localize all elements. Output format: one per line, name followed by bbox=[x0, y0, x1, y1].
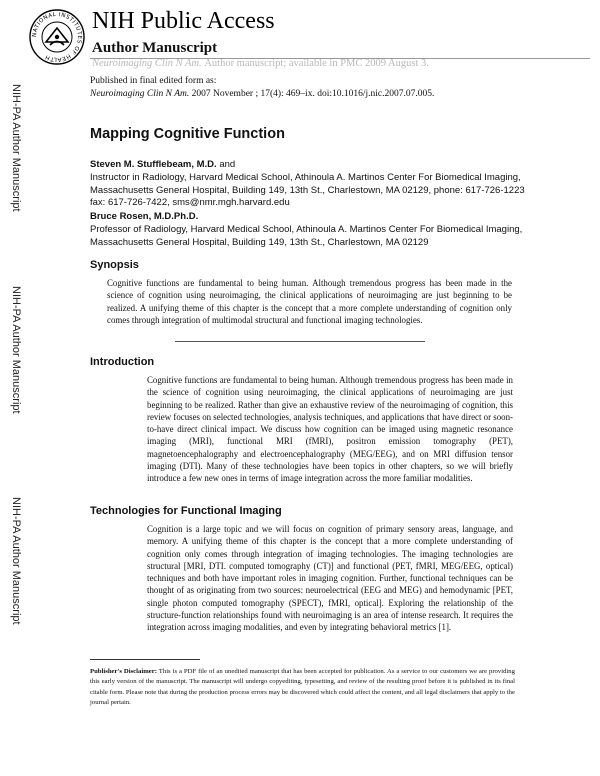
author-2-name: Bruce Rosen, M.D.Ph.D. bbox=[90, 211, 199, 222]
synopsis-rule bbox=[175, 341, 425, 342]
article-title: Mapping Cognitive Function bbox=[90, 126, 285, 142]
publisher-disclaimer bbox=[90, 667, 515, 708]
citation-details: 2007 November ; 17(4): 469–ix. doi:10.1016/j.nic.2007.07.005. bbox=[191, 89, 435, 99]
header-subtitle: Author Manuscript bbox=[92, 40, 218, 56]
availability-line bbox=[92, 58, 429, 69]
author-1-suffix: and bbox=[219, 159, 236, 170]
technologies-heading: Technologies for Functional Imaging bbox=[90, 505, 282, 517]
citation-line bbox=[90, 89, 434, 99]
synopsis-text: Cognitive functions are fundamental to being human. Although tremendous progress has been made in the science of cognition using neuroimaging, the clinical applications of neuroimaging are just beginning to be realized. A unifying theme of this chapter is the concept that a more complete understanding of cognition only comes through integration of multimodal structural and functional imaging technologies. bbox=[107, 278, 512, 325]
author-1-affiliation: Instructor in Radiology, Harvard Medical School, Athinoula A. Martinos Center For Biomedical Imaging, Massachusetts General Hospital, Building 149, 13th St., Charlestown, MA 02129, phone: 617-726-1223 fax: 617-726-7422, sms@nmr.mgh.harvard.edu bbox=[90, 172, 525, 209]
header-journal: Neuroimaging Clin N Am. bbox=[92, 58, 202, 69]
side-watermark: NIH-PA Author Manuscript bbox=[10, 497, 22, 625]
introduction-heading: Introduction bbox=[90, 356, 155, 368]
seal-text: NATIONAL INSTITUTES OF HEALTH bbox=[31, 11, 83, 63]
disclaimer-label: Publisher's Disclaimer: bbox=[90, 668, 157, 675]
author-2 bbox=[90, 211, 198, 222]
nih-seal-logo bbox=[28, 8, 86, 66]
citation-journal: Neuroimaging Clin N Am. bbox=[90, 89, 190, 99]
disclaimer-text: This is a PDF file of an unedited manuscript that has been accepted for publication. As a service to our customers we are providing this early version of the manuscript. The manuscript will undergo copyediting, typesetting, and review of the resulting proof before it is published in its final citable form. Please note that during the production process errors may be discovered which could affect the content, and all legal disclaimers that apply to the journal pertain. bbox=[90, 668, 515, 706]
technologies-text: Cognition is a large topic and we will focus on cognition of primary sensory areas, language, and memory. A unifying theme of this chapter is the concept that a more complete understanding of cognition only comes through integration of imaging technologies. The imaging technologies are structural [MRI, DTI. computed tomography (CT)] and functional (PET, fMRI, MEG/EEG, optical) techniques and both have important roles in imaging cognition. Further, functional techniques can be thought of as originating from two sources: neuroelectrical (EEG and MEG) and hemodynamic [PET, single photon computed tomography (SPECT), fMRI, optical]. Exploring the relationship of the structure-function relationships found with neuroimaging is an area of intense research. It requires the integration across imaging modalities, and even by integrating behavioral metrics [1]. bbox=[147, 524, 513, 633]
synopsis-heading: Synopsis bbox=[90, 259, 139, 271]
introduction-text: Cognitive functions are fundamental to being human. Although tremendous progress has been made in the science of cognition using neuroimaging, the clinical applications of neuroimaging are just beginning to be realized. Rather than give an exhaustive review of the neuroimaging of cognition, this review focuses on selected technologies, analysis techniques, and applications that have direct or soon-to-have direct clinical impact. We discuss how cognition can be imaged using magnetic resonance imaging (MRI), functional MRI (fMRI), positron emission tomography (PET), magnetoencephalography and electroencephalography (MEG/EEG), and on MRI diffusion tensor imaging (DTI). Many of these technologies have been topics in other chapters, so we will briefly introduce a few new ones in terms of image integration across the more familiar modalities. bbox=[147, 375, 513, 484]
header-availability: Author manuscript; available in PMC 2009 August 3. bbox=[204, 58, 429, 69]
author-1-name: Steven M. Stufflebeam, M.D. bbox=[90, 159, 217, 170]
header-title: NIH Public Access bbox=[92, 8, 275, 34]
side-watermark: NIH-PA Author Manuscript bbox=[10, 84, 22, 212]
footnote-rule bbox=[90, 659, 200, 660]
side-watermark: NIH-PA Author Manuscript bbox=[10, 286, 22, 414]
author-2-affiliation: Professor of Radiology, Harvard Medical School, Athinoula A. Martinos Center For Biomedical Imaging, Massachusetts General Hospital, Building 149, 13th St., Charlestown, MA 02129 bbox=[90, 224, 523, 248]
published-line: Published in final edited form as: bbox=[90, 76, 217, 86]
author-1 bbox=[90, 159, 235, 170]
